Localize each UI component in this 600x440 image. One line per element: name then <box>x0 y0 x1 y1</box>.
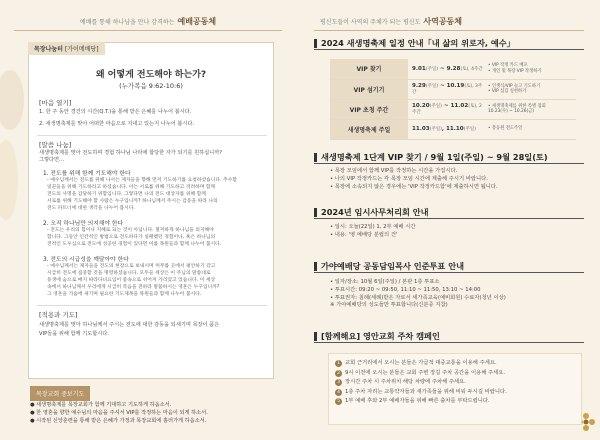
phase-notes: • VIP 작정 카드 배포 • 개인 및 목장 VIP 작정하기 <box>484 59 576 79</box>
prayer-text: VIP들을 위해 함께 기도합시다. <box>39 331 109 337</box>
vip-info: • 목장 모임에서 함께 VIP를 작정하는 시간을 가집시다. • 나의 VIP 작정카드는 각 목장 모임 시간에 제출해 주시기 바랍니다. • 목장에 소속되지 않은 경우에는 'VIP 작정카드함'에 제출하시면 됩니다. <box>330 168 498 190</box>
prayer-list <box>30 401 280 425</box>
right-page-header <box>314 16 584 31</box>
schedule-row <box>330 99 576 119</box>
campaign-item: 4 1층 주차 자리는 교통약자들과 새가족들을 위해 비워 두시길 바랍니다. <box>335 388 575 398</box>
campaign-item: 5 1부 예배 후와 2부 예배자들을 위해 빠른 출차를 부탁드립니다. <box>335 397 575 407</box>
phase-notes: • 새생명축제를 위한 특별 집회 10.23(수) ~ 10.26(금) <box>484 99 576 119</box>
election-heading: 가야예배당 공동담임목사 인준투표 안내 <box>314 261 464 272</box>
prayer-item: ● 새생명축제를 목장교회가 함께 기대하고 기도하게 하옵소서. <box>30 402 172 408</box>
vip-heading: 새생명축제 1단계 VIP 찾기 / 9월 1일(주일) ~ 9월 28일(토) <box>314 152 548 163</box>
point-text: - 전도는 우리의 힘이나 지혜로 되는 것이 아닙니다. 철저하게 하나님을 의지해야 합니다. 그동안 인간적인 방법으로 전도하다가 실패했던 경험이나, 혹은 하나님의 전적인 도우심으로 전도에 성공한 경험이 있다면 이를 목원들과 함께 나누어 봅시다. <box>47 228 222 247</box>
phase-label: VIP 찾기 <box>330 59 408 79</box>
schedule-row <box>330 119 576 139</box>
header-tagline: 예배를 통해 하나님을 만나 감격하는 <box>79 19 175 26</box>
point-text: - 예수님께서는 전도를 위해 나서는 제자들을 향해 먼저 기도하기를 요청하셨습니다. 추수할 일꾼들을 위해 기도하라고 하셨습니다. 이는 서로를 위해 기도하고 격려하며 함께 전도의 사명을 감당하기 위함입니다. 그렇다면 나의 전도 대상자를 위해 함께 서로를 위해 기도해야 할 사람은 누구입니까? 하나님께서 주시는 감동을 따라 나의 전도 파트너에 대한 생각을 나누어 봅시다. <box>47 178 237 211</box>
item-number-badge: 1 <box>335 360 342 367</box>
phase-dates: 10.20(주일) ~ 11.02(토), 2주간 <box>408 99 484 119</box>
schedule-row <box>330 79 576 99</box>
item-number-badge: 2 <box>335 370 342 377</box>
phase-label: 새생명축제 주일 <box>330 119 408 139</box>
prayer-item: ● 시작된 신앙훈련을 통해 받은 은혜가 가정과 목장교회에 흘러가게 하옵소서. <box>30 418 207 424</box>
section-heading: [마음 열기] <box>39 99 72 107</box>
phase-label: VIP 초청 주간 <box>330 99 408 119</box>
campaign-item: 1 교회 근거리에서 오시는 분들은 가급적 대중교통을 이용해 주세요. <box>335 359 575 369</box>
header-tagline: 평신도들이 사역의 주체가 되는 평신도 <box>320 19 421 26</box>
phase-dates: 9.29(주일) ~ 10.19(토), 3주간 <box>408 79 484 99</box>
schedule-table <box>330 59 576 140</box>
schedule-row <box>330 59 576 79</box>
schedule-heading: 2024 새생명축제 일정 안내「내 삶의 위로자, 예수」 <box>314 38 515 49</box>
divider <box>37 305 267 306</box>
campaign-box <box>328 353 582 425</box>
phase-dates: 11.03(주일), 11.10(주일) <box>408 119 484 139</box>
item-number-badge: 5 <box>335 398 342 405</box>
campaign-item: 3 장시간 주차 시 주차위치 해당 차량에 주차해 주세요. <box>335 378 575 388</box>
section-heading: [말씀 나눔] <box>39 141 72 149</box>
question: 2. 새생명축제를 맞아 어떠한 마음으로 지내고 있는지 나누어 봅시다. <box>39 121 195 127</box>
meeting-info: • 일시: 오늘(22일) 1, 2부 예배 시간 • 내용: '영 예배당 분립의 건' <box>330 224 416 238</box>
divider <box>37 135 267 136</box>
sharing-card <box>28 42 274 379</box>
phase-label: VIP 섬기기 <box>330 79 408 99</box>
meeting-heading: 2024년 임시사무처리회 안내 <box>314 207 429 218</box>
point-text: - 예수님께서는 제자들을 전도의 현장으로 보내시며 머무를 곳에서 평안하기 갔고 시급히 전도에 집중할 것을 명령하셨습니다. 모두들 세상은 이 주님의 말씀대로 동생에 숨으로 매지 따라다녀요입어 좋속으로 쉬어져 가리었고 있습니다. 이 세상 속에서 하나님께서 우리에게 시급히 복음을 전하라 말씀하시는 영혼은 누구입니까? 그 영혼을 가슴에 새기며 필요한 기도제목을 목원들과 함께 나누어 봅시다. <box>47 264 220 297</box>
point-heading: 3. 전도의 시급성을 깨달아야 한다 <box>43 257 129 263</box>
card-tab: 목장나눔터 [가이메배당] <box>28 42 105 55</box>
header-section-name: 사역공동체 <box>423 17 463 26</box>
phase-notes: • 인생식/VIP 놀고 기도하기 • VIP 섬김 실천하기 <box>484 79 576 99</box>
header-section-name: 예배공동체 <box>177 17 217 26</box>
intro-text: 그렇다면… <box>39 157 65 163</box>
point-heading: 2. 오직 하나님만 의지해야 한다 <box>43 221 124 227</box>
scripture-reference: (누가복음 9:62-10:6) <box>119 82 183 90</box>
prayer-text: 새생명축제를 맞아 하나님께서 주시는 전도에 대한 감동을 되새기며 목장이 품은 <box>39 322 220 328</box>
item-number-badge: 4 <box>335 389 342 396</box>
item-number-badge: 3 <box>335 379 342 386</box>
right-page <box>300 0 600 440</box>
campaign-heading: [함께해요] 영안교회 주차 캠페인 <box>314 331 440 342</box>
question: 1. 한 주 동안 경건의 시간(Q.T.)을 통해 받은 은혜를 나누어 봅시다. <box>39 109 192 115</box>
intro-text: 새생명축제를 맞아 전도하며 경험 하나님 나라에 합당한 자가 되기를 원하십니까? <box>39 150 222 156</box>
phase-notes: • 총동원 전도주일 <box>484 119 576 139</box>
campaign-item: 2 9시 이전에 오시는 분들은 교회 주변 장길 주차 공간을 이용해 주세요. <box>335 369 575 379</box>
section-heading: [적용과 기도] <box>39 311 78 319</box>
left-page-header <box>14 16 282 31</box>
election-info: • 일자/장소: 10월 6일(주일) / 본관 1층 투표소 • 투표시간: 09:20 ~ 09:50, 11:10 ~ 11:50, 13:10 ~ 14:00 • 투표권자: 침례(세례)받은 자로서 세가족교육(예비회원) 수료자(청년 이상) ※ 가야예배당의 성도들만 투표합니다(신분증 지참) <box>330 279 506 309</box>
point-heading: 1. 전도를 위해 함께 기도해야 한다 <box>43 171 131 177</box>
sermon-title: 왜 어떻게 전도해야 하는가? <box>95 70 207 80</box>
phase-dates: 9.01(주일) ~ 9.28(토), 4주간 <box>408 59 484 79</box>
prayer-item: ● 한 영혼을 향한 예수님의 마음을 주셔서 VIP를 작정하는 마음이 되게 하소서. <box>30 410 208 416</box>
prayer-tab: 목장교회 중보기도 <box>30 386 90 401</box>
